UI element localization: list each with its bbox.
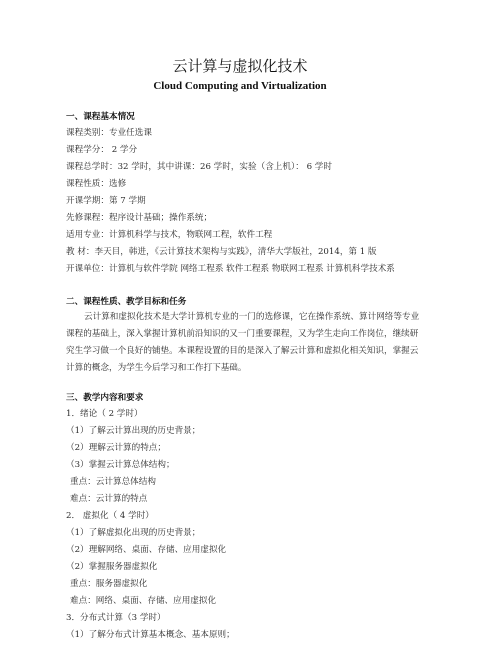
textbook: 教 材：李天目，韩进，《云计算技术架构与实践》，清华大学版社，2014，第 1 版	[66, 247, 377, 257]
content-line: （2）理解网络、桌面、存储、应用虚拟化	[66, 545, 227, 555]
course-nature: 课程性质：选修	[66, 179, 127, 189]
prerequisites: 先修课程：程序设计基础；操作系统；	[66, 213, 213, 223]
content-line: 3．分布式计算（3 学时）	[66, 613, 166, 623]
document-title: 云计算与虚拟化技术	[172, 57, 308, 75]
content-line: 重点：云计算总体结构	[70, 477, 156, 487]
content-line: （1）了解虚拟化出现的历史背景；	[66, 528, 201, 538]
section-3-heading: 三、教学内容和要求	[66, 393, 144, 403]
content-line: （3）掌握云计算总体结构；	[66, 460, 175, 470]
document-subtitle: Cloud Computing and Virtualization	[153, 80, 327, 92]
content-line: 2． 虚拟化（ 4 学时）	[66, 511, 154, 521]
offering-unit: 开课单位：计算机与软件学院 网络工程系 软件工程系 物联网工程系 计算机科学技术系	[66, 264, 395, 274]
content-line: （2）理解云计算的特点；	[66, 443, 166, 453]
content-line: 难点：云计算的特点	[70, 494, 148, 504]
content-line: 难点：网络、桌面、存储、应用虚拟化	[70, 596, 217, 606]
section-2-paragraph: 云计算和虚拟化技术是大学计算机专业的一门的选修课，它在操作系统、算计网络等专业课程的基础上，深入掌握计算机前沿知识的又一门重要课程，又为学生走向工作岗位，继续研究生学习做一个良好的铺垫。本课程设置的目的是深入了解云计算和虚拟化相关知识，掌握云计算的概念，为学生今后学习和工作打下基础。	[66, 312, 420, 373]
section-2-heading: 二、课程性质、教学目标和任务	[66, 297, 187, 307]
content-line: 1．绪论（ 2 学时）	[66, 409, 143, 419]
content-line: （1）了解云计算出现的历史背景；	[66, 426, 201, 436]
applicable-majors: 适用专业：计算机科学与技术，物联网工程，软件工程	[66, 230, 273, 240]
course-credits: 课程学分： 2 学分	[66, 145, 138, 155]
content-line: （2）掌握服务器虚拟化	[66, 562, 158, 572]
course-semester: 开课学期：第 7 学期	[66, 196, 146, 206]
course-hours: 课程总学时：32 学时，其中讲课：26 学时，实验（含上机）： 6 学时	[66, 162, 332, 172]
course-category: 课程类别：专业任选课	[66, 128, 152, 138]
content-line: 重点：服务器虚拟化	[70, 579, 148, 589]
content-line: （1）了解分布式计算基本概念、基本原则；	[66, 630, 235, 640]
section-1-heading: 一、课程基本情况	[66, 112, 135, 122]
